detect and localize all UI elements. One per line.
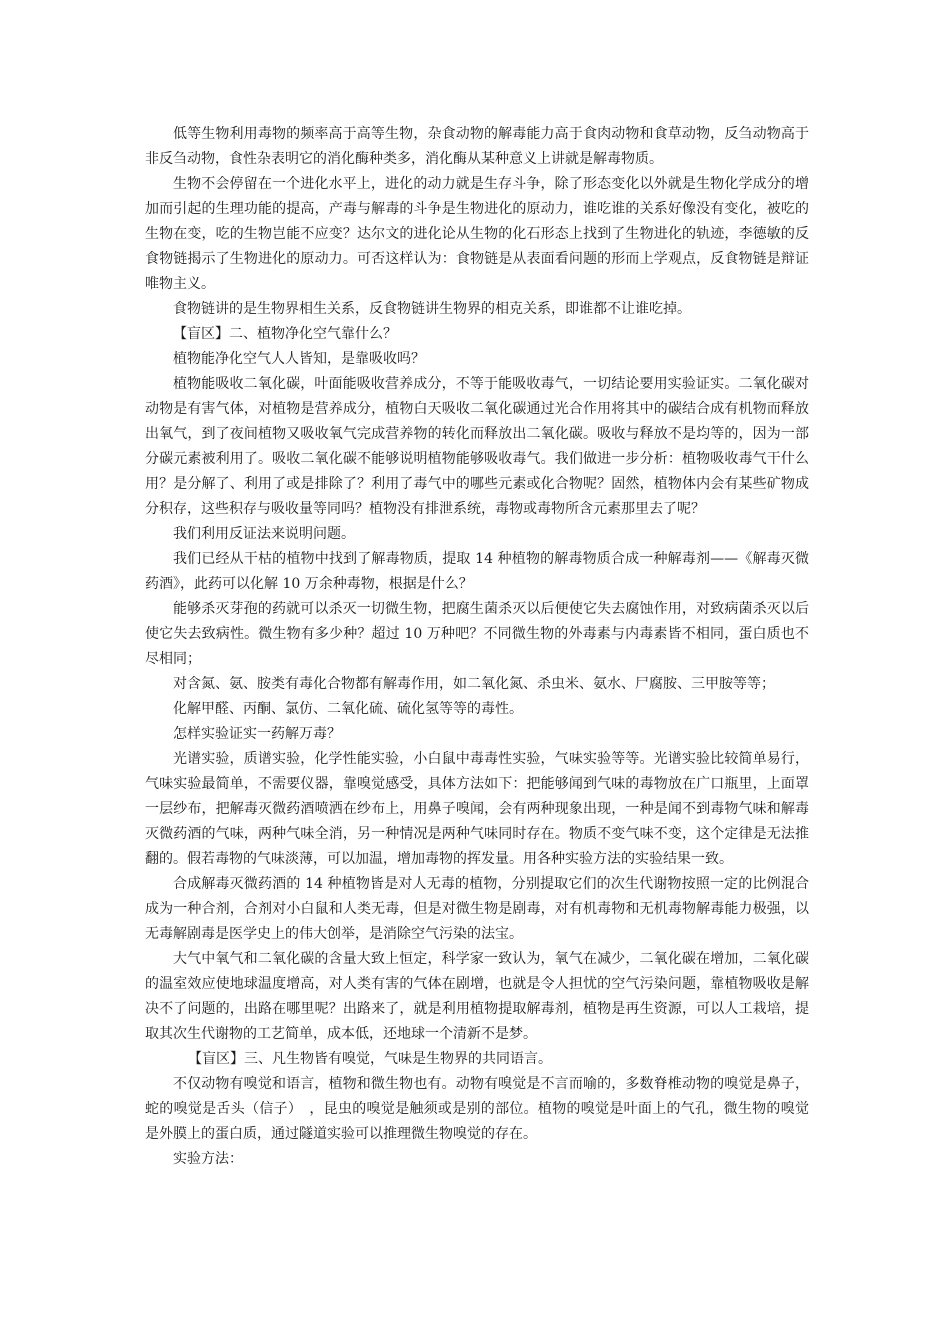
- paragraph-formaldehyde: 化解甲醛、丙酮、氯仿、二氧化硫、硫化氢等等的毒性。: [173, 701, 523, 717]
- paragraph-experiment-method: 实验方法：: [173, 1151, 243, 1167]
- paragraph-fourteen-plants: 合成解毒灭微药酒的 14 种植物皆是对人无毒的植物，分别提取它们的次生代谢物按照一定的比例混合成为一种合剂，合剂对小白鼠和人类无毒，但是对微生物是剧毒，对有机毒物和无机毒物解毒能力极强，以无毒解剧毒是医学史上的伟大创举，是消除空气污染的法宝。: [145, 876, 809, 942]
- paragraph-evolution-driving-force: 生物不会停留在一个进化水平上，进化的动力就是生存斗争，除了形态变化以外就是生物化学成分的增加而引起的生理功能的提高，产毒与解毒的斗争是生物进化的原动力，谁吃谁的关系好像没有变化，被吃的生物在变，吃的生物岂能不应变？达尔文的进化论从生物的化石形态上找到了生物进化的轨迹，李德敏的反食物链揭示了生物进化的原动力。可否这样认为：食物链是从表面看问题的形而上学观点，反食物链是辩证唯物主义。: [145, 176, 809, 292]
- paragraph-co2-absorption: 植物能吸收二氧化碳，叶面能吸收营养成分，不等于能吸收毒气，一切结论要用实验证实。二氧化碳对动物是有害气体，对植物是营养成分，植物白天吸收二氧化碳通过光合作用将其中的碳结合成有机物而释放出氧气，到了夜间植物又吸收氧气完成营养物的转化而释放出二氧化碳。吸收与释放不是均等的，因为一部分碳元素被利用了。吸收二氧化碳不能够说明植物能够吸收毒气。我们做进一步分析：植物吸收毒气干什么用？是分解了、利用了或是排除了？利用了毒气中的哪些元素或化合物呢？固然，植物体内会有某些矿物成分积存，这些积存与吸收量等同吗？植物没有排泄系统，毒物或毒物所含元素那里去了呢？: [145, 376, 809, 517]
- paragraph-olfaction: 不仅动物有嗅觉和语言，植物和微生物也有。动物有嗅觉是不言而喻的，多数脊椎动物的嗅觉是鼻子，蛇的嗅觉是舌头（信子） ，昆虫的嗅觉是触须或是别的部位。植物的嗅觉是叶面上的气孔，微生物的嗅觉是外膜上的蛋白质，通过隧道实验可以推理微生物嗅觉的存在。: [145, 1076, 809, 1142]
- paragraph-food-chain-relations: 食物链讲的是生物界相生关系，反食物链讲生物界的相克关系，即谁都不让谁吃掉。: [173, 301, 691, 317]
- paragraph-detox-wine: 我们已经从干枯的植物中找到了解毒物质，提取 14 种植物的解毒物质合成一种解毒剂——《解毒灭微药酒》，此药可以化解 10 万余种毒物，根据是什么？: [145, 551, 809, 592]
- section-heading-plants-purify-air: 【盲区】二、植物净化空气靠什么？: [173, 326, 397, 342]
- document-page: [145, 122, 809, 1172]
- paragraph-atmosphere: 大气中氧气和二氧化碳的含量大致上恒定，科学家一致认为，氧气在减少，二氧化碳在增加，二氧化碳的温室效应使地球温度增高，对人类有害的气体在剧增，也就是令人担忧的空气污染问题，靠植物吸收是解决不了问题的，出路在哪里呢？出路来了，就是利用植物提取解毒剂，植物是再生资源，可以人工栽培，提取其次生代谢物的工艺简单，成本低，还地球一个清新不是梦。: [145, 951, 809, 1042]
- paragraph-how-to-verify: 怎样实验证实一药解万毒？: [173, 726, 341, 742]
- paragraph-digestive-enzymes: 低等生物利用毒物的频率高于高等生物，杂食动物的解毒能力高于食肉动物和食草动物，反刍动物高于非反刍动物，食性杂表明它的消化酶种类多，消化酶从某种意义上讲就是解毒物质。: [145, 126, 809, 167]
- paragraph-nitrogen-compounds: 对含氮、氨、胺类有毒化合物都有解毒作用，如二氧化氮、杀虫米、氨水、尸腐胺、三甲胺等等；: [173, 676, 775, 692]
- paragraph-experiments: 光谱实验，质谱实验，化学性能实验，小白鼠中毒毒性实验，气味实验等等。光谱实验比较简单易行，气味实验最简单，不需要仪器，靠嗅觉感受，具体方法如下：把能够闻到气味的毒物放在广口瓶里，上面罩一层纱布，把解毒灭微药酒喷洒在纱布上，用鼻子嗅闻，会有两种现象出现，一种是闻不到毒物气味和解毒灭微药酒的气味，两种气味全消，另一种情况是两种气味同时存在。物质不变气味不变，这个定律是无法推翻的。假若毒物的气味淡薄，可以加温，增加毒物的挥发量。用各种实验方法的实验结果一致。: [145, 751, 809, 867]
- paragraph-proof-by-contradiction: 我们利用反证法来说明问题。: [173, 526, 355, 542]
- paragraph-question-absorption: 植物能净化空气人人皆知，是靠吸收吗？: [173, 351, 425, 367]
- paragraph-spore-killing: 能够杀灭芽孢的药就可以杀灭一切微生物，把腐生菌杀灭以后便使它失去腐蚀作用，对致病菌杀灭以后使它失去致病性。微生物有多少种？超过 10 万种吧？不同微生物的外毒素与内毒素皆不相同，蛋白质也不尽相同；: [145, 601, 809, 667]
- section-heading-smell: 【盲区】三、凡生物皆有嗅觉，气味是生物界的共同语言。: [188, 1051, 552, 1067]
